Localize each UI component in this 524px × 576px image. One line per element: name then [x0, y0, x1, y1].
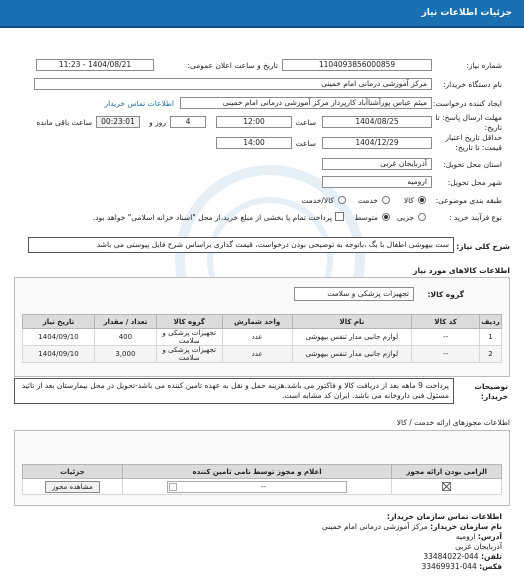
address-label: آدرس: — [477, 532, 502, 541]
reply-time-label: ساعت — [295, 118, 316, 127]
org-value: مرکز آموزشی درمانی امام خمینی — [321, 522, 428, 531]
permits-header-row — [23, 465, 502, 479]
item-group: تجهیزات پزشکی و سلامت — [156, 329, 222, 346]
col-item-name: نام کالا — [292, 315, 412, 329]
general-desc-label: شرح کلی نیاز: — [456, 242, 510, 251]
reply-time-field: 12:00 — [216, 116, 292, 128]
goods-section-title: اطلاعات کالاهای مورد نیاز — [413, 266, 510, 275]
phone-value: 044-33484022 — [423, 552, 479, 561]
need-number-field: 1104093856000859 — [282, 59, 432, 71]
goods-group-label: گروه کالا: — [427, 290, 464, 299]
validity-time-label: ساعت — [295, 139, 316, 148]
col-need-date: تاریخ نیاز — [23, 315, 95, 329]
permit-select[interactable] — [167, 481, 347, 493]
phone-label: تلفن: — [480, 552, 502, 561]
reply-date-field: 1404/08/25 — [322, 116, 432, 128]
chevron-down-icon — [169, 483, 177, 491]
permits-table — [22, 464, 502, 495]
view-permit-button[interactable]: مشاهده مجوز — [45, 481, 100, 493]
row-number: 1 — [480, 329, 502, 346]
table-row — [23, 479, 502, 495]
table-row[interactable] — [23, 346, 502, 363]
treasury-checkbox[interactable] — [335, 212, 344, 221]
fax-label: فکس: — [479, 562, 502, 571]
goods-group-field: تجهیزات پزشکی و سلامت — [294, 287, 414, 301]
process-minor-label: جزیی — [396, 213, 414, 222]
item-quantity: 3,000 — [94, 346, 156, 363]
goods-table — [22, 314, 502, 363]
creator-field: میثم عباس پورآشناآباد کارپرداز مرکز آموزشی درمانی امام خمینی — [180, 97, 432, 109]
contact-province: آذربایجان غربی — [455, 542, 502, 551]
item-code: -- — [412, 329, 480, 346]
item-unit: عدد — [222, 346, 292, 363]
days-label: روز و — [149, 118, 166, 127]
item-quantity: 400 — [94, 329, 156, 346]
page-title: جزئیات اطلاعات نیاز — [421, 8, 512, 18]
announce-label: تاریخ و ساعت اعلان عمومی: — [187, 61, 278, 70]
cross-icon — [442, 482, 451, 491]
item-need-date: 1404/09/10 — [23, 346, 95, 363]
city-field: ارومیه — [322, 176, 432, 188]
col-row-number: ردیف — [480, 315, 502, 329]
category-both-label: کالا/خدمت — [301, 196, 334, 205]
remaining-time-field: 00:23:01 — [96, 116, 140, 128]
buyer-contact-info — [322, 512, 502, 572]
row-number: 2 — [480, 346, 502, 363]
contact-title: اطلاعات تماس سازمان خریدار: — [386, 512, 502, 521]
days-field: 4 — [170, 116, 206, 128]
col-permit-details: جزئیات — [23, 465, 123, 479]
province-label: استان محل تحویل: — [443, 160, 502, 169]
permits-section-title: اطلاعات مجوزهای ارائه خدمت / کالا — [396, 418, 510, 427]
fax-value: 044-33469931 — [421, 562, 477, 571]
validity-date-field: 1404/12/29 — [322, 137, 432, 149]
validity-time-field: 14:00 — [216, 137, 292, 149]
item-code: -- — [412, 346, 480, 363]
page-header — [0, 0, 524, 28]
buyer-notes-label: توضیحات — [474, 382, 508, 391]
item-need-date: 1404/09/10 — [23, 329, 95, 346]
col-unit: واحد شمارش — [222, 315, 292, 329]
address-value: ارومیه — [455, 532, 476, 541]
col-group: گروه کالا — [156, 315, 222, 329]
table-row[interactable] — [23, 329, 502, 346]
col-permit-declaration: اعلام و مجوز توسط نامی تامین کننده — [122, 465, 392, 479]
category-service-radio[interactable] — [382, 196, 390, 204]
buyer-field: مرکز آموزشی درمانی امام خمینی — [34, 78, 432, 90]
category-both-radio[interactable] — [338, 196, 346, 204]
city-label: شهر محل تحویل: — [447, 178, 502, 187]
col-quantity: تعداد / مقدار — [94, 315, 156, 329]
buyer-notes-field: پرداخت 9 ماهه بعد از دریافت کالا و فاکتور می باشد.هزینه حمل و نقل به عهده تامین کننده می باشد-تحویل در محل بیمارستان بعد از تائید مسئول فنی داروخانه می باشد. ایران کد مشابه است. — [14, 378, 454, 404]
category-label: طبقه بندی موضوعی: — [435, 196, 502, 205]
buyer-notes-label-2: خریدار: — [480, 392, 508, 401]
validity-date-label: قیمت: تا تاریخ: — [455, 143, 502, 152]
permit-select-value: -- — [261, 482, 267, 491]
category-goods-label: کالا — [403, 196, 414, 205]
item-unit: عدد — [222, 329, 292, 346]
process-minor-radio[interactable] — [418, 213, 426, 221]
remaining-label: ساعت باقی مانده — [36, 118, 92, 127]
process-label: نوع فرآیند خرید : — [448, 213, 502, 222]
process-medium-label: متوسط — [354, 213, 378, 222]
announce-field: 1404/08/21 - 11:23 — [36, 59, 154, 71]
category-service-label: خدمت — [358, 196, 378, 205]
process-medium-radio[interactable] — [382, 213, 390, 221]
treasury-note: پرداخت تمام یا بخشی از مبلغ خرید،از محل "اسناد خزانه اسلامی" خواهد بود. — [92, 213, 332, 222]
org-label: نام سازمان خریدار: — [430, 522, 502, 531]
reply-deadline-label: مهلت ارسال پاسخ: تا — [435, 113, 502, 122]
permit-required-checkbox[interactable] — [442, 482, 451, 491]
col-item-code: کد کالا — [412, 315, 480, 329]
buyer-label: نام دستگاه خریدار: — [442, 80, 502, 89]
province-field: آذربایجان غربی — [322, 158, 432, 170]
need-number-label: شماره نیاز: — [466, 61, 502, 70]
buyer-contact-link[interactable]: اطلاعات تماس خریدار — [104, 99, 174, 108]
item-name: لوازم جانبی مدار تنفس بیهوشی — [292, 346, 412, 363]
goods-table-header-row — [23, 315, 502, 329]
item-group: تجهیزات پزشکی و سلامت — [156, 346, 222, 363]
col-permit-required: الزامی بودن ارائه مجوز — [392, 465, 502, 479]
category-goods-radio[interactable] — [418, 196, 426, 204]
general-desc-field: ست بیهوشی اطفال با بگ ،باتوجه به توضیحی بودن درخواست، قیمت گذاری براساس شرح فایل پیوستی می باشد — [28, 237, 454, 253]
reply-date-label: تاریخ: — [484, 123, 502, 132]
item-name: لوازم جانبی مدار تنفس بیهوشی — [292, 329, 412, 346]
creator-label: ایجاد کننده درخواست: — [432, 99, 502, 108]
validity-label: حداقل تاریخ اعتبار — [445, 133, 502, 142]
